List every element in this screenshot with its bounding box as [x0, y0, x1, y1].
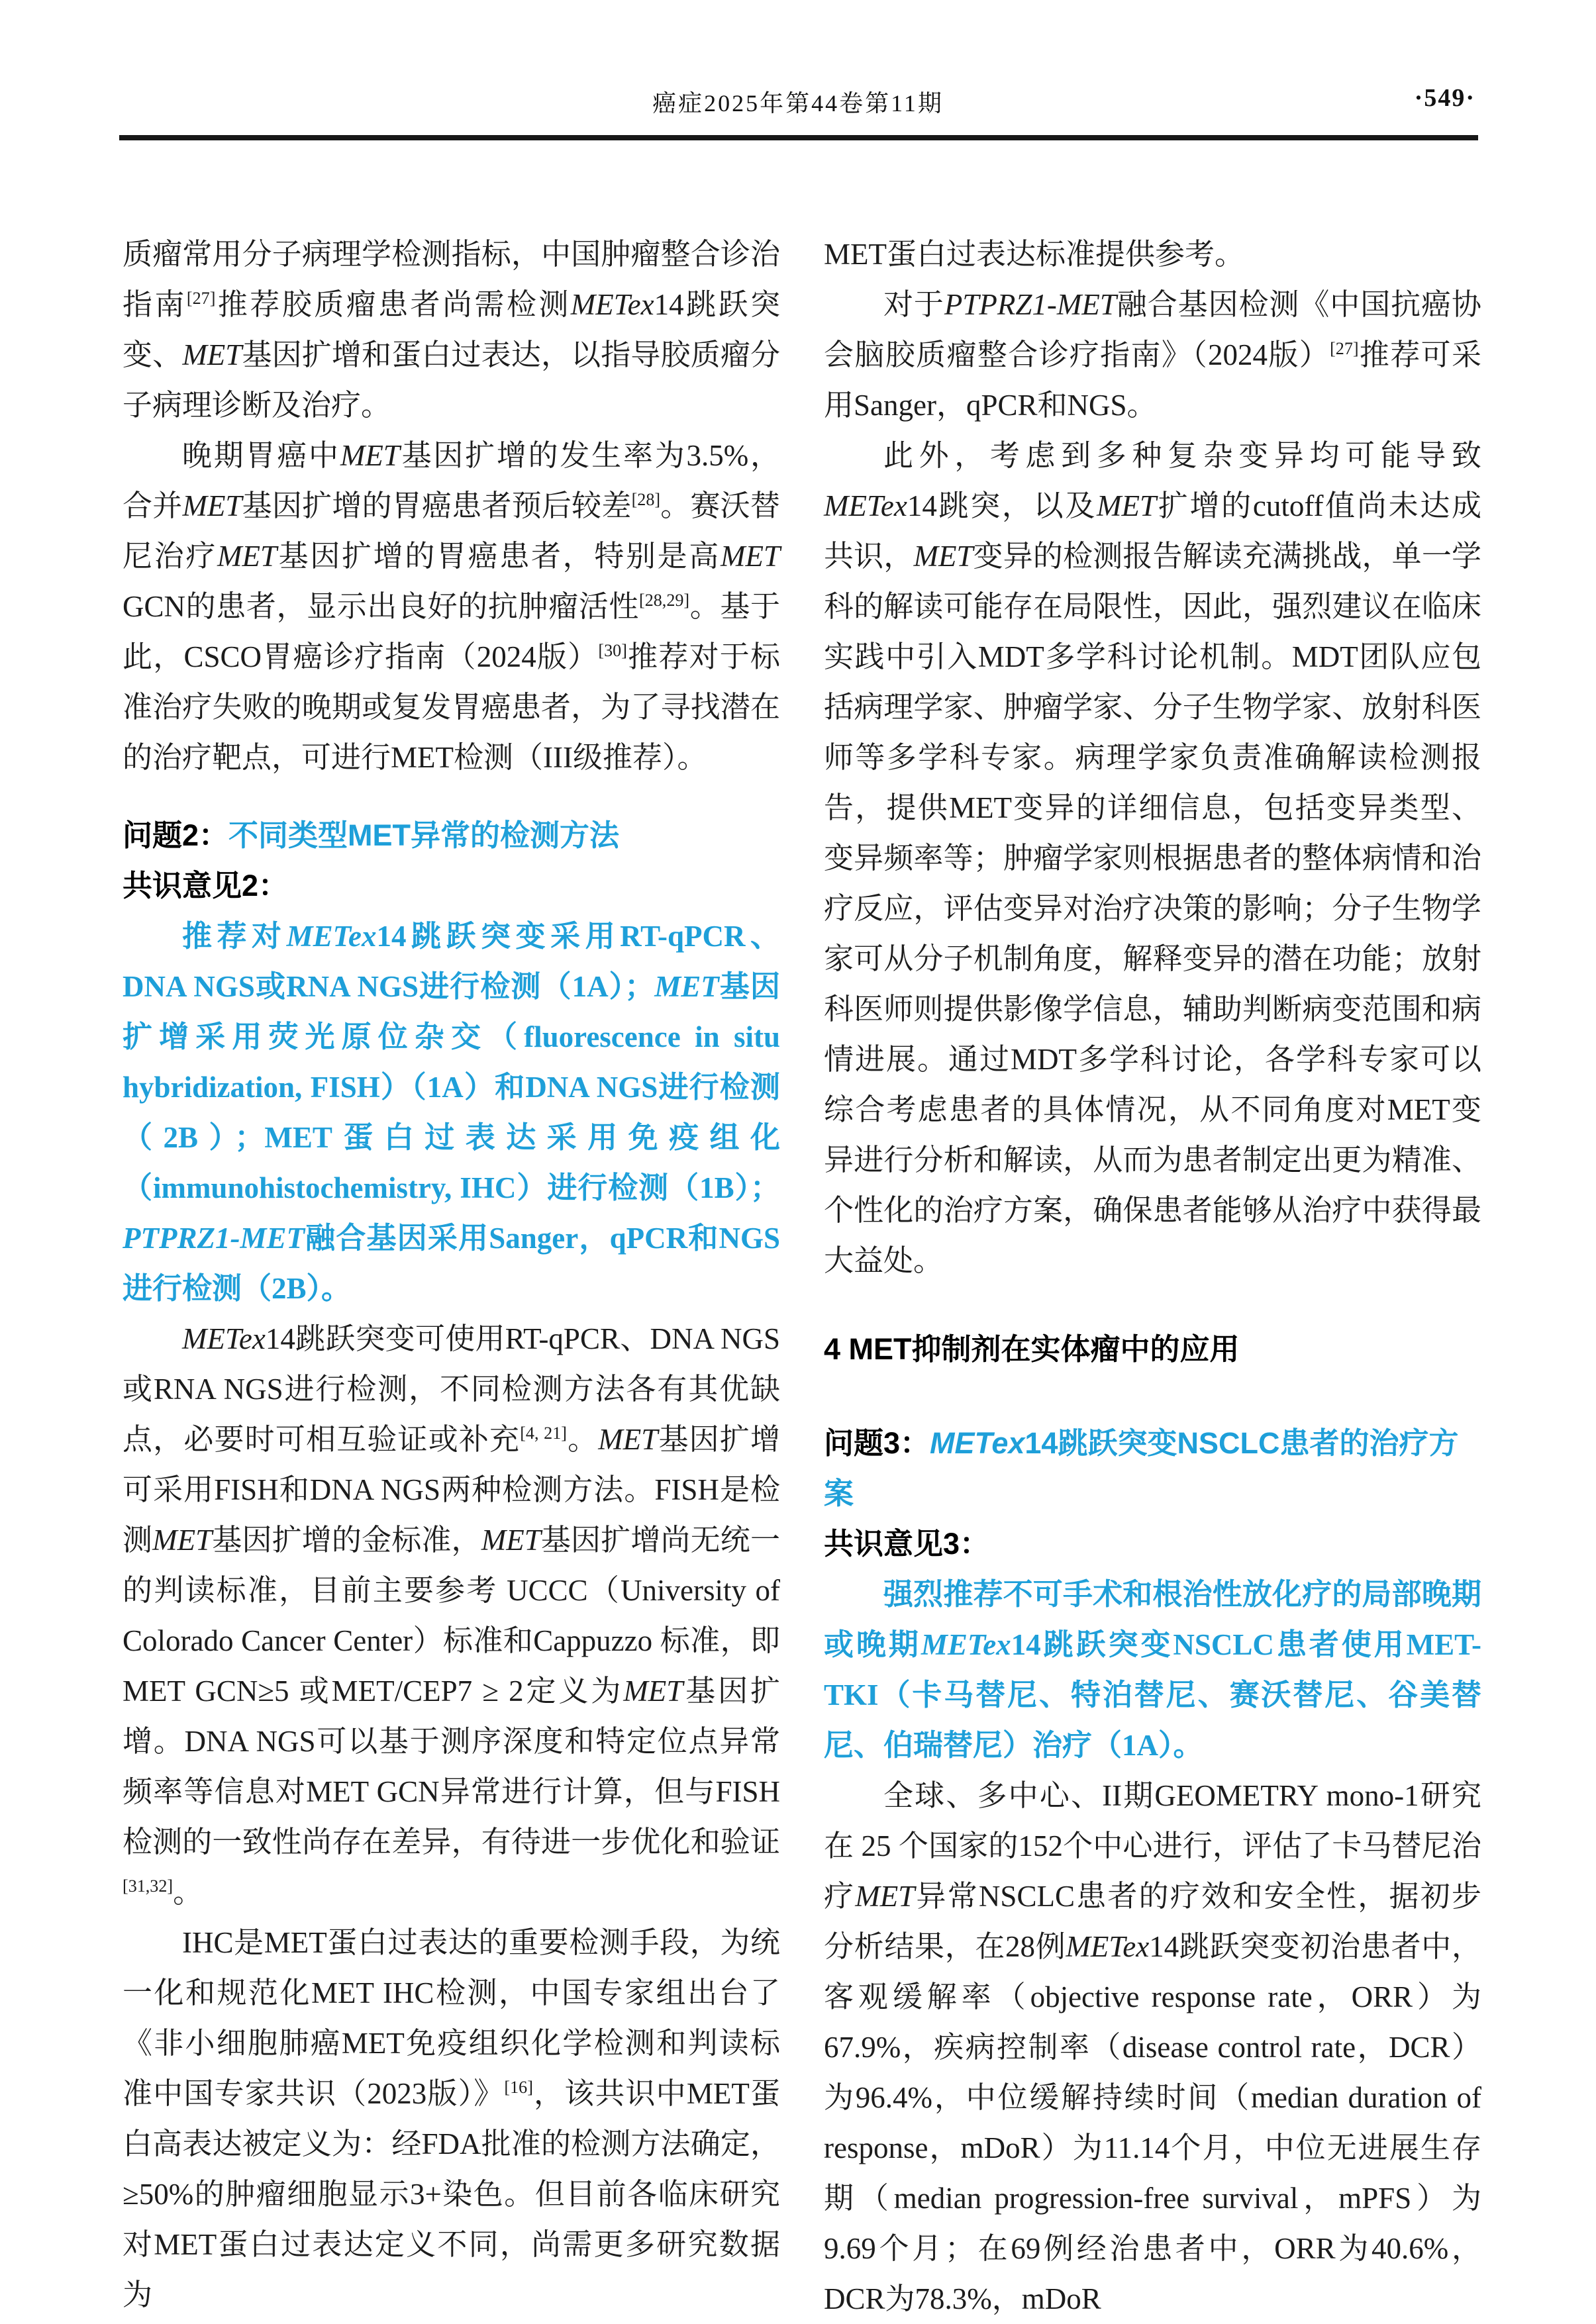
- text-segment: 全球、多中心、II期GEOMETRY mono-1研究在 25 个国家的152个中心进行，评估了卡马替尼治疗: [824, 1779, 1481, 1913]
- text-segment: 基因扩增尚无统一的判读标准，目前主要参考 UCCC（University of Colorado Cancer Center）标准和Cappuzzo 标准，即MET GCN≥5 或MET/CEP7 ≥ 2定义为: [123, 1524, 780, 1708]
- citation-ref: [30]: [598, 641, 627, 660]
- consensus-2-label: [123, 861, 780, 911]
- consensus-2-text: [123, 911, 780, 1314]
- text-segment: METex: [824, 489, 907, 522]
- text-segment: 基因扩增可采用FISH和DNA NGS两种检测方法。FISH是检测: [123, 1423, 780, 1557]
- text-segment: 推荐对: [182, 920, 287, 953]
- left-column: [123, 229, 780, 2320]
- question-2-heading: [123, 810, 780, 861]
- paragraph-gastric-cancer: [123, 430, 780, 783]
- text-segment: 。: [566, 1423, 599, 1456]
- question-3-heading: [824, 1418, 1481, 1519]
- text-segment: MET蛋白过表达标准提供参考。: [824, 238, 1244, 271]
- text-segment: MET: [182, 489, 242, 522]
- text-segment: MET: [340, 439, 400, 472]
- text-segment: MET: [913, 540, 973, 573]
- text-segment: MET: [481, 1524, 541, 1557]
- consensus-3-text: [824, 1569, 1481, 1770]
- text-segment: 基因扩增的发生率为3.5%，合并: [123, 439, 780, 522]
- text-segment: METex: [182, 1322, 266, 1355]
- citation-ref: [28,29]: [639, 591, 690, 610]
- text-segment: METex: [1066, 1930, 1150, 1963]
- text-segment: MET: [598, 1423, 658, 1456]
- text-segment: 变异的检测报告解读充满挑战，单一学科的解读可能存在局限性，因此，强烈建议在临床实践中引入MDT多学科讨论机制。MDT团队应包括病理学家、肿瘤学家、分子生物学家、放射科医师等多学科专家。病理学家负责准确解读检测报告，提供MET变异的详细信息，包括变异类型、变异频率等；肿瘤学家则根据患者的整体病情和治疗反应，评估变异对治疗决策的影响；分子生物学家可从分子机制角度，解释变异的潜在功能；放射科医师则提供影像学信息，辅助判断病变范围和病情进展。通过MDT多学科讨论，各学科专家可以综合考虑患者的具体情况，从不同角度对MET变异进行分析和解读，从而为患者制定出更为精准、个性化的治疗方案，确保患者能够从治疗中获得最大益处。: [824, 540, 1481, 1277]
- text-segment: 对于: [883, 288, 944, 321]
- two-column-text-area: [123, 229, 1481, 2324]
- text-segment: METex: [570, 288, 654, 321]
- text-segment: MET: [720, 540, 780, 573]
- page-header: [0, 0, 1596, 146]
- header-rule: [119, 135, 1478, 140]
- text-segment: 此外，考虑到多种复杂变异均可能导致: [883, 439, 1481, 472]
- text-segment: 。基于此，CSCO胃癌诊疗指南（2024版）: [123, 590, 780, 673]
- text-segment: 14跳跃突变NSCLC患者的治疗方案: [824, 1426, 1459, 1510]
- text-segment: 基因扩增。DNA NGS可以基于测序深度和特定位点异常频率等信息对MET GCN异常进行计算，但与FISH检测的一致性尚存在差异，有待进一步优化和验证: [123, 1674, 780, 1859]
- journal-issue-line: 癌症2025年第44卷第11期: [652, 90, 944, 117]
- citation-ref: [16]: [504, 2078, 533, 2097]
- citation-ref: [31,32]: [123, 1876, 174, 1896]
- text-segment: MET: [152, 1524, 213, 1557]
- consensus-3-label: [824, 1519, 1481, 1569]
- text-segment: 推荐对于标准治疗失败的晚期或复发胃癌患者，为了寻找潜在的治疗靶点，可进行MET检测（III级推荐）。: [123, 640, 780, 774]
- text-segment: 14跳跃突变可使用RT-qPCR、DNA NGS或RNA NGS进行检测，不同检测方法各有其优缺点，必要时可相互验证或补充: [123, 1322, 780, 1456]
- citation-ref: [4, 21]: [520, 1424, 567, 1443]
- paragraph-ihc: [123, 1917, 780, 2320]
- text-segment: 推荐可采用Sanger，qPCR和NGS。: [824, 338, 1481, 422]
- text-segment: 融合基因采用Sanger，qPCR和NGS进行检测（2B）。: [123, 1222, 780, 1305]
- citation-ref: [28]: [631, 490, 661, 509]
- citation-ref: [27]: [1330, 339, 1359, 358]
- text-segment: METex: [930, 1426, 1025, 1460]
- text-segment: 共识意见2：: [123, 869, 289, 902]
- text-segment: GCN的患者，显示出良好的抗肿瘤活性: [123, 590, 640, 623]
- text-segment: MET: [855, 1880, 915, 1913]
- text-segment: IHC是MET蛋白过表达的重要检测手段，为统一化和规范化MET IHC检测，中国专家组出台了《非小细胞肺癌MET免疫组织化学检测和判读标准中国专家共识（2023版）》: [123, 1926, 780, 2110]
- paragraph-detection-methods: [123, 1314, 780, 1917]
- text-segment: 晚期胃癌中: [182, 439, 340, 472]
- text-segment: METex: [921, 1628, 1011, 1661]
- text-segment: 14跳跃突变、: [123, 288, 780, 371]
- right-column: [824, 229, 1481, 2324]
- text-segment: 问题2：: [123, 818, 229, 852]
- text-segment: PTPRZ1-MET: [123, 1222, 305, 1255]
- text-segment: 14跳跃突变NSCLC患者使用MET-TKI（卡马替尼、特泊替尼、赛沃替尼、谷美替尼、伯瑞替尼）治疗（1A）。: [824, 1628, 1481, 1762]
- text-segment: 推荐胶质瘤患者尚需检测: [215, 288, 571, 321]
- text-segment: 强烈推荐不可手术和根治性放化疗的局部晚期或晚期: [824, 1578, 1481, 1661]
- paragraph-ptprz1-met: [824, 279, 1481, 430]
- text-segment: 。赛沃替尼治疗: [123, 489, 780, 573]
- text-segment: MET: [654, 970, 719, 1003]
- text-segment: 异常NSCLC患者的疗效和安全性，据初步分析结果，在28例: [824, 1880, 1481, 1963]
- text-segment: MET: [1097, 489, 1157, 522]
- text-segment: ，该共识中MET蛋白高表达被定义为：经FDA批准的检测方法确定，≥50%的肿瘤细胞显示3+染色。但目前各临床研究对MET蛋白过表达定义不同，尚需更多研究数据为: [123, 2077, 780, 2311]
- text-segment: 质瘤常用分子病理学检测指标，中国肿瘤整合诊治指南: [123, 238, 780, 321]
- text-segment: 共识意见3：: [824, 1527, 990, 1561]
- text-segment: MET: [623, 1674, 683, 1708]
- text-segment: 扩增的cutoff值尚未达成共识，: [824, 489, 1481, 573]
- paragraph-overexpression-continued: [824, 229, 1481, 279]
- text-segment: MET: [182, 338, 242, 371]
- page-number: ·549·: [1414, 84, 1475, 112]
- text-segment: 融合基因检测《中国抗癌协会脑胶质瘤整合诊疗指南》（2024版）: [824, 288, 1481, 371]
- text-segment: METex: [286, 920, 377, 953]
- text-segment: MET: [217, 540, 277, 573]
- text-segment: 不同类型MET异常的检测方法: [228, 818, 620, 852]
- section-4-heading: [824, 1324, 1481, 1375]
- text-segment: 问题3：: [824, 1426, 930, 1460]
- paragraph-mdt: [824, 430, 1481, 1286]
- text-segment: 。: [173, 1876, 203, 1909]
- text-segment: 基因扩增的胃癌患者预后较差: [242, 489, 632, 522]
- citation-ref: [27]: [186, 289, 216, 308]
- text-segment: 14跳跃突变初治患者中，客观缓解率（objective response rate，ORR）为67.9%，疾病控制率（disease control rate，DCR）为96.4%，中位缓解持续时间（median duration of response，mDoR）为11.14个月，中位无进展生存期（median progression-free survival，mPFS）为9.69个月；在69例经治患者中，ORR为40.6%，DCR为78.3%，mDoR: [824, 1930, 1481, 2315]
- text-segment: 基因扩增的胃癌患者，特别是高: [277, 540, 721, 573]
- text-segment: 基因扩增采用荧光原位杂交（fluorescence in situ hybridization, FISH）（1A）和DNA NGS进行检测（2B）；MET蛋白过表达采用免疫组化（immunohistochemistry, IHC）进行检测（1B）；: [123, 970, 780, 1204]
- paragraph-geometry-mono1: [824, 1770, 1481, 2324]
- text-segment: 基因扩增和蛋白过表达，以指导胶质瘤分子病理诊断及治疗。: [123, 338, 780, 422]
- text-segment: 14跳跃突变采用RT-qPCR、DNA NGS或RNA NGS进行检测（1A）；: [123, 920, 780, 1003]
- text-segment: PTPRZ1-MET: [944, 288, 1117, 321]
- paragraph-glioma-continued: [123, 229, 780, 430]
- text-segment: 4 MET抑制剂在实体瘤中的应用: [824, 1332, 1240, 1366]
- text-segment: 基因扩增的金标准，: [212, 1524, 481, 1557]
- text-segment: 14跳突，以及: [907, 489, 1097, 522]
